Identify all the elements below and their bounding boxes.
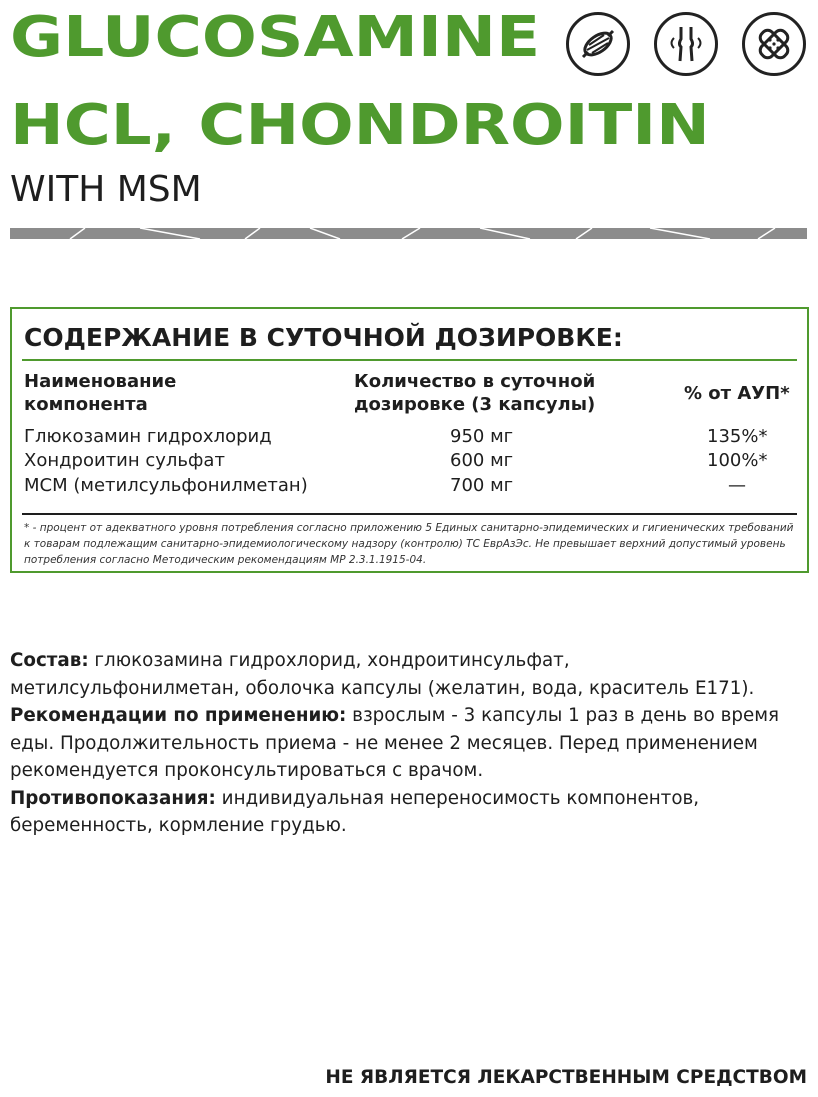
bandage-icon: [742, 12, 806, 76]
row-3-name: МСМ (метилсульфонилметан): [24, 475, 308, 496]
composition-paragraph: [10, 647, 800, 702]
usage-text: взрослым - 3 капсулы 1 раз в день во время еды. Продолжительность приема - не менее 2 месяцев. Перед применением рекомендуется проконсультироваться с врачом.: [10, 705, 780, 781]
column-header-name: Наименование компонента: [24, 371, 177, 415]
column-header-percent: % от АУП*: [684, 383, 790, 404]
usage-label: Рекомендации по применению:: [10, 705, 347, 726]
product-title-line2: HCL, CHONDROITIN: [10, 93, 710, 158]
row-2-name: Хондроитин сульфат: [24, 450, 225, 471]
row-1-name: Глюкозамин гидрохлорид: [24, 426, 272, 447]
not-a-drug-disclaimer: НЕ ЯВЛЯЕТСЯ ЛЕКАРСТВЕННЫМ СРЕДСТВОМ: [325, 1067, 807, 1088]
row-3-amount: 700 мг: [450, 475, 514, 496]
composition-label: Состав:: [10, 650, 89, 671]
decorative-divider: [10, 228, 807, 239]
table-rule: [22, 513, 797, 515]
product-info: [10, 647, 800, 840]
row-1-percent: 135%*: [707, 426, 768, 447]
row-2-percent: 100%*: [707, 450, 768, 471]
row-2-amount: 600 мг: [450, 450, 514, 471]
composition-text: глюкозамина гидрохлорид, хондроитинсульфат, метилсульфонилметан, оболочка капсулы (желатин, вода, краситель Е171).: [10, 650, 755, 699]
footnote: * - процент от адекватного уровня потребления согласно приложению 5 Единых санитарно-эпидемических и гигиенических требований к товарам подлежащим санитарно-эпидемиологическому надзору (контролю) ТС ЕврАзЭс. Не превышает верхний допустимый уровень потребления согласно Методическим рекомендациям МР 2.3.1.1915-04.: [24, 522, 794, 566]
row-3-percent: —: [728, 475, 746, 496]
joint-icon: [654, 12, 718, 76]
contraindications-text: индивидуальная непереносимость компонентов, беременность, кормление грудью.: [10, 787, 700, 836]
row-1-amount: 950 мг: [450, 426, 514, 447]
usage-paragraph: [10, 702, 800, 785]
column-header-amount: Количество в суточной дозировке (3 капсулы): [354, 371, 596, 415]
contraindications-paragraph: [10, 785, 800, 840]
dosage-panel: [10, 307, 809, 573]
contraindications-label: Противопоказания:: [10, 787, 216, 809]
product-title-line1: GLUCOSAMINE: [10, 5, 541, 70]
product-subtitle: WITH MSM: [10, 169, 202, 210]
panel-title-rule: [22, 359, 797, 361]
muscle-icon: [566, 12, 630, 76]
panel-title: СОДЕРЖАНИЕ В СУТОЧНОЙ ДОЗИРОВКЕ:: [24, 323, 623, 352]
